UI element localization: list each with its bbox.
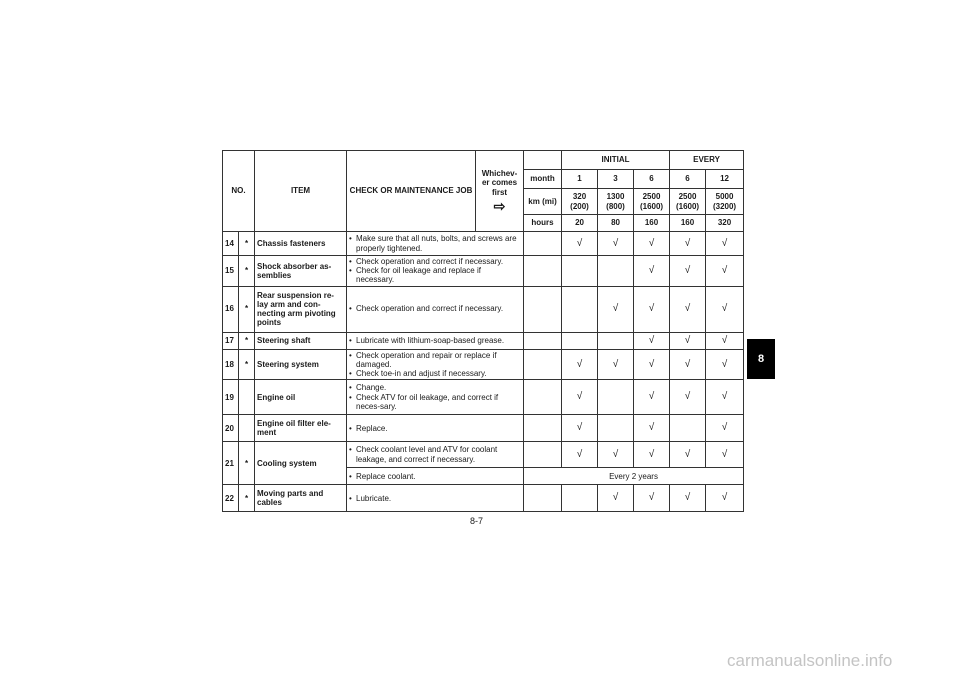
- row-number: 18: [223, 349, 239, 380]
- table-row: [223, 380, 744, 415]
- item-name: Engine oil: [255, 380, 347, 415]
- check-mark: √: [598, 286, 634, 332]
- check-mark: √: [706, 232, 744, 256]
- check-mark: √: [706, 256, 744, 287]
- table-row: [223, 286, 744, 332]
- header-blank: [524, 151, 562, 170]
- km-value: 5000 (3200): [706, 189, 744, 215]
- row-number: 14: [223, 232, 239, 256]
- header-initial: INITIAL: [562, 151, 670, 170]
- interval-text: Every 2 years: [524, 468, 744, 485]
- check-mark: √: [634, 442, 670, 468]
- check-job: [347, 286, 524, 332]
- check-mark: [562, 332, 598, 349]
- check-mark: √: [562, 232, 598, 256]
- star-marker: [239, 415, 255, 442]
- check-mark: [598, 332, 634, 349]
- watermark: carmanualsonline.info: [727, 651, 893, 670]
- row-number: 16: [223, 286, 239, 332]
- check-mark: √: [670, 485, 706, 512]
- month-label: month: [524, 170, 562, 189]
- check-job: [347, 442, 524, 468]
- star-marker: *: [239, 485, 255, 512]
- header-whichever: [476, 151, 524, 232]
- chapter-tab: 8: [747, 339, 775, 379]
- check-mark: √: [598, 442, 634, 468]
- check-bullet: • Check for oil leakage and replace if necessary.: [349, 266, 521, 284]
- table-row: [223, 256, 744, 287]
- table-row: [223, 415, 744, 442]
- check-mark: √: [562, 380, 598, 415]
- check-mark: √: [706, 286, 744, 332]
- check-mark: √: [706, 442, 744, 468]
- check-job: [347, 380, 524, 415]
- interval-cell: [524, 485, 562, 512]
- check-mark: √: [706, 332, 744, 349]
- star-marker: *: [239, 256, 255, 287]
- check-mark: √: [670, 256, 706, 287]
- row-number: 19: [223, 380, 239, 415]
- header-every: EVERY: [670, 151, 744, 170]
- check-mark: √: [634, 380, 670, 415]
- check-mark: √: [634, 286, 670, 332]
- hours-value: 160: [634, 215, 670, 232]
- hours-label: hours: [524, 215, 562, 232]
- hours-value: 20: [562, 215, 598, 232]
- check-bullet: • Lubricate.: [349, 494, 521, 503]
- check-mark: √: [598, 232, 634, 256]
- item-name: Engine oil filter ele-ment: [255, 415, 347, 442]
- item-name: Chassis fasteners: [255, 232, 347, 256]
- maintenance-table: [222, 150, 744, 512]
- star-marker: *: [239, 349, 255, 380]
- header-no: NO.: [223, 151, 255, 232]
- interval-cell: [524, 415, 562, 442]
- interval-cell: [524, 232, 562, 256]
- check-mark: √: [634, 232, 670, 256]
- check-mark: √: [634, 415, 670, 442]
- table-row: [223, 332, 744, 349]
- hours-value: 160: [670, 215, 706, 232]
- check-mark: √: [562, 442, 598, 468]
- item-name: Steering system: [255, 349, 347, 380]
- km-label: km (mi): [524, 189, 562, 215]
- interval-cell: [524, 286, 562, 332]
- check-bullet: • Lubricate with lithium-soap-based grease.: [349, 336, 521, 345]
- check-mark: √: [634, 332, 670, 349]
- check-mark: √: [598, 485, 634, 512]
- star-marker: *: [239, 286, 255, 332]
- star-marker: *: [239, 332, 255, 349]
- check-bullet: • Make sure that all nuts, bolts, and screws are properly tightened.: [349, 234, 521, 252]
- check-job: [347, 485, 524, 512]
- check-bullet: • Replace coolant.: [349, 472, 521, 481]
- check-mark: √: [670, 286, 706, 332]
- check-mark: √: [562, 415, 598, 442]
- check-bullet: • Change.: [349, 383, 521, 392]
- km-value: 1300 (800): [598, 189, 634, 215]
- check-bullet: • Replace.: [349, 424, 521, 433]
- check-job: [347, 415, 524, 442]
- check-bullet: • Check operation and repair or replace if damaged.: [349, 351, 521, 369]
- check-mark: [562, 286, 598, 332]
- interval-cell: [524, 256, 562, 287]
- star-marker: *: [239, 232, 255, 256]
- check-job: [347, 468, 524, 485]
- row-number: 15: [223, 256, 239, 287]
- check-mark: √: [598, 349, 634, 380]
- month-value: 6: [670, 170, 706, 189]
- page-number: 8-7: [470, 516, 484, 526]
- month-value: 1: [562, 170, 598, 189]
- interval-cell: [524, 349, 562, 380]
- check-mark: √: [562, 349, 598, 380]
- check-mark: √: [706, 485, 744, 512]
- check-mark: √: [706, 349, 744, 380]
- check-bullet: • Check coolant level and ATV for coolant leakage, and correct if necessary.: [349, 445, 521, 463]
- km-value: 320 (200): [562, 189, 598, 215]
- check-mark: √: [670, 232, 706, 256]
- check-mark: √: [634, 256, 670, 287]
- check-bullet: • Check operation and correct if necessary.: [349, 257, 521, 266]
- table-row: [223, 349, 744, 380]
- month-value: 12: [706, 170, 744, 189]
- check-mark: √: [670, 442, 706, 468]
- row-number: 21: [223, 442, 239, 485]
- arrow-right-icon: ⇨: [493, 197, 506, 214]
- interval-cell: [524, 380, 562, 415]
- item-name: Rear suspension re-lay arm and con-necting arm pivoting points: [255, 286, 347, 332]
- table-row: [223, 485, 744, 512]
- check-job: [347, 256, 524, 287]
- check-mark: √: [670, 332, 706, 349]
- item-name: Moving parts and cables: [255, 485, 347, 512]
- table-row: [223, 232, 744, 256]
- check-mark: [598, 415, 634, 442]
- interval-cell: [524, 332, 562, 349]
- km-value: 2500 (1600): [670, 189, 706, 215]
- month-value: 6: [634, 170, 670, 189]
- item-name: Steering shaft: [255, 332, 347, 349]
- check-job: [347, 349, 524, 380]
- item-name: Shock absorber as-semblies: [255, 256, 347, 287]
- hours-value: 80: [598, 215, 634, 232]
- whichever-label: Whichev-er comes first: [481, 169, 518, 197]
- check-mark: [562, 256, 598, 287]
- check-bullet: • Check operation and correct if necessary.: [349, 304, 521, 313]
- hours-value: 320: [706, 215, 744, 232]
- interval-cell: [524, 442, 562, 468]
- check-job: [347, 232, 524, 256]
- check-mark: [598, 380, 634, 415]
- check-job: [347, 332, 524, 349]
- row-number: 17: [223, 332, 239, 349]
- check-mark: √: [634, 349, 670, 380]
- star-marker: [239, 380, 255, 415]
- month-value: 3: [598, 170, 634, 189]
- check-mark: √: [706, 380, 744, 415]
- check-mark: [598, 256, 634, 287]
- header-item: ITEM: [255, 151, 347, 232]
- check-bullet: • Check toe-in and adjust if necessary.: [349, 369, 521, 378]
- check-mark: √: [670, 380, 706, 415]
- check-bullet: • Check ATV for oil leakage, and correct if neces-sary.: [349, 393, 521, 411]
- table-row: [223, 442, 744, 468]
- check-mark: √: [706, 415, 744, 442]
- row-number: 20: [223, 415, 239, 442]
- check-mark: [562, 485, 598, 512]
- star-marker: *: [239, 442, 255, 485]
- header-check: CHECK OR MAINTENANCE JOB: [347, 151, 476, 232]
- check-mark: [670, 415, 706, 442]
- check-mark: √: [634, 485, 670, 512]
- item-name: Cooling system: [255, 442, 347, 485]
- km-value: 2500 (1600): [634, 189, 670, 215]
- row-number: 22: [223, 485, 239, 512]
- check-mark: √: [670, 349, 706, 380]
